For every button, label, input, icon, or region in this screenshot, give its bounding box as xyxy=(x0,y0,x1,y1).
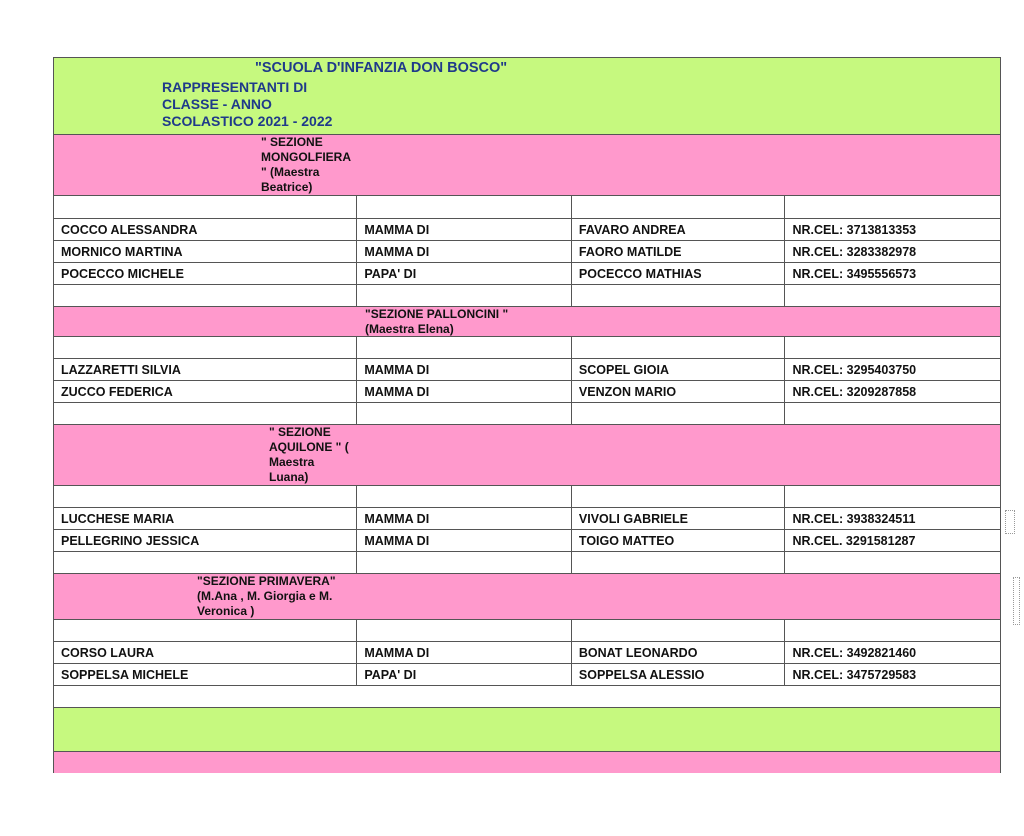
title-line: CLASSE - ANNO xyxy=(162,96,272,112)
footer-band-pink xyxy=(53,752,1001,773)
section-title-line: Maestra xyxy=(269,455,315,469)
title-line: SCOLASTICO 2021 - 2022 xyxy=(162,113,333,129)
relation: PAPA' DI xyxy=(357,664,572,685)
parent-name: SOPPELSA MICHELE xyxy=(54,664,357,685)
parent-name: LAZZARETTI SILVIA xyxy=(54,359,357,380)
table-row xyxy=(53,508,1001,530)
phone-number: NR.CEL: 3209287858 xyxy=(792,384,917,399)
parent-name: CORSO LAURA xyxy=(54,642,357,663)
table-row xyxy=(53,530,1001,552)
blank-row xyxy=(53,403,1001,425)
representatives-sheet xyxy=(53,57,1001,773)
section-title-line: Beatrice) xyxy=(261,180,313,194)
section-title-line: " SEZIONE xyxy=(269,425,331,439)
section-header xyxy=(53,307,1001,337)
section-header xyxy=(53,425,1001,486)
section-title-line: Veronica ) xyxy=(197,604,255,618)
title-line: RAPPRESENTANTI DI xyxy=(162,79,308,95)
parent-name: ZUCCO FEDERICA xyxy=(54,381,357,402)
phone-number: NR.CEL: 3495556573 xyxy=(792,266,917,281)
section-header xyxy=(53,135,1001,196)
phone-number: NR.CEL: 3475729583 xyxy=(792,667,917,682)
phone-number: NR.CEL: 3492821460 xyxy=(792,645,917,660)
relation: MAMMA DI xyxy=(357,241,572,262)
section-title xyxy=(269,425,349,485)
table-row xyxy=(53,381,1001,403)
section-title-line: MONGOLFIERA xyxy=(261,150,351,164)
section-title-line: Luana) xyxy=(269,470,309,484)
parent-name: COCCO ALESSANDRA xyxy=(54,219,357,240)
parent-name: PELLEGRINO JESSICA xyxy=(54,530,357,551)
relation: MAMMA DI xyxy=(357,508,572,529)
child-name: FAORO MATILDE xyxy=(572,241,786,262)
relation: PAPA' DI xyxy=(357,263,572,284)
relation: MAMMA DI xyxy=(357,219,572,240)
resize-handle[interactable] xyxy=(1013,577,1020,625)
phone-number: NR.CEL: 3295403750 xyxy=(792,362,917,377)
child-name: BONAT LEONARDO xyxy=(572,642,786,663)
section-title-line: (Maestra Elena) xyxy=(365,322,454,336)
parent-name: MORNICO MARTINA xyxy=(54,241,357,262)
parent-name: POCECCO MICHELE xyxy=(54,263,357,284)
section-title-line: "SEZIONE PRIMAVERA" xyxy=(197,574,336,588)
sheet-header xyxy=(53,57,1001,135)
relation: MAMMA DI xyxy=(357,381,572,402)
phone-number: NR.CEL. 3291581287 xyxy=(792,533,916,548)
section-title-line: " (Maestra xyxy=(261,165,320,179)
table-row xyxy=(53,241,1001,263)
child-name: SCOPEL GIOIA xyxy=(572,359,786,380)
blank-row xyxy=(53,285,1001,307)
section-title-line: "SEZIONE PALLONCINI " xyxy=(365,307,509,321)
section-header xyxy=(53,574,1001,620)
section-title xyxy=(261,135,351,195)
table-row xyxy=(53,219,1001,241)
child-name: VENZON MARIO xyxy=(572,381,786,402)
table-row xyxy=(53,359,1001,381)
phone-number: NR.CEL: 3283382978 xyxy=(792,244,917,259)
child-name: TOIGO MATTEO xyxy=(572,530,786,551)
relation: MAMMA DI xyxy=(357,530,572,551)
table-row xyxy=(53,642,1001,664)
phone-number: NR.CEL: 3938324511 xyxy=(792,511,916,526)
blank-row xyxy=(53,337,1001,359)
blank-row xyxy=(53,486,1001,508)
child-name: FAVARO ANDREA xyxy=(572,219,786,240)
footer-band-green xyxy=(53,708,1001,752)
table-row xyxy=(53,664,1001,686)
section-title-line: AQUILONE " ( xyxy=(269,440,349,454)
blank-row xyxy=(53,552,1001,574)
phone-number: NR.CEL: 3713813353 xyxy=(792,222,917,237)
resize-handle[interactable] xyxy=(1005,510,1015,534)
parent-name: LUCCHESE MARIA xyxy=(54,508,357,529)
relation: MAMMA DI xyxy=(357,642,572,663)
section-title-line: (M.Ana , M. Giorgia e M. xyxy=(197,589,333,603)
blank-row xyxy=(53,196,1001,219)
child-name: SOPPELSA ALESSIO xyxy=(572,664,786,685)
section-title xyxy=(197,574,336,619)
child-name: VIVOLI GABRIELE xyxy=(572,508,786,529)
blank-row xyxy=(53,620,1001,642)
section-title-line: " SEZIONE xyxy=(261,135,323,149)
child-name: POCECCO MATHIAS xyxy=(572,263,786,284)
blank-row xyxy=(53,686,1001,708)
section-title xyxy=(365,307,508,337)
table-row xyxy=(53,263,1001,285)
relation: MAMMA DI xyxy=(357,359,572,380)
school-name: "SCUOLA D'INFANZIA DON BOSCO" xyxy=(255,60,508,76)
document-title xyxy=(162,79,332,130)
